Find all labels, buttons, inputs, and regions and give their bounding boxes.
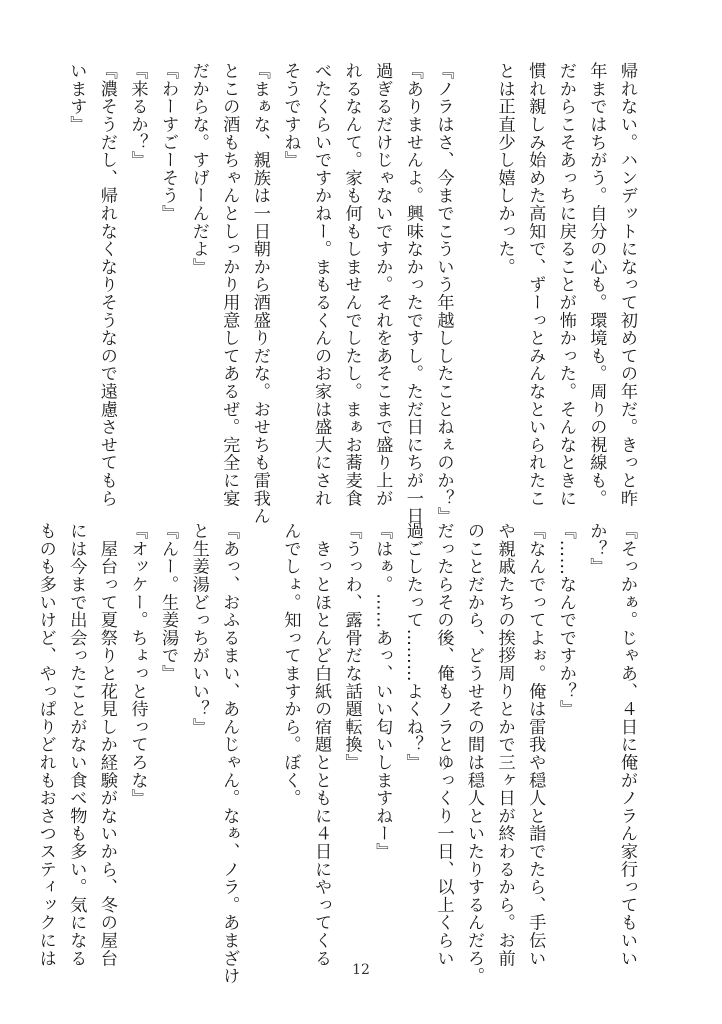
text-line: とこの酒もちゃんとしっかり用意してあるぜ。完全に宴 <box>219 62 240 507</box>
page-number: 12 <box>352 962 370 978</box>
text-line: か？』 <box>586 522 607 576</box>
text-line: きっとほとんど白紙の宿題とともに４日にやってくる <box>311 522 332 967</box>
text-line: 『まぁな、親族は一日朝から酒盛りだな。おせちも雷我ん <box>249 62 270 525</box>
text-line: 慣れ親しみ始めた高知で、ずーっとみんなといられたこ <box>525 62 546 507</box>
text-line: 『濃そうだし、帰れなくなりそうなので遠慮させてもら <box>96 62 117 507</box>
text-line: 『オッケー。ちょっと待ってろな』 <box>127 522 148 807</box>
text-line: んでしょ。知ってますから。ぼく。 <box>280 522 301 807</box>
text-line: 『んー。生姜湯で』 <box>158 522 179 683</box>
text-line: 『ありませんよ。興味なかったですし。ただ日にちが一日 <box>402 62 423 525</box>
text-line: 年まではちがう。自分の心も。環境も。周りの視線も。 <box>586 62 607 507</box>
text-line: 過ぎるだけじゃないですか。それをあそこまで盛り上が <box>372 62 393 507</box>
top-text-block <box>66 62 642 525</box>
text-line: べたくらいですかねー。まもるくんのお家は盛大にされ <box>311 62 332 507</box>
text-line-blank <box>244 522 275 954</box>
text-line: 屋台って夏祭りと花見しか経験がないから、冬の屋台 <box>96 522 117 967</box>
text-line: 『うっわ、露骨だな話題転換』 <box>341 522 362 772</box>
text-line: 『あっ、おふるまい、あんじゃん。なぁ、ノラ。あまざけ <box>219 522 240 985</box>
text-line: には今まで出会ったことがない食べ物も多い。気になる <box>66 522 87 967</box>
text-line: 『はぁ。……あっ、いい匂いしますねー』 <box>372 522 393 861</box>
text-line: 『そっかぁ。じゃあ、４日に俺がノラん家行ってもいい <box>617 522 637 967</box>
text-line: 『なんでってよぉ。俺は雷我や穏人と詣でたら、手伝い <box>525 522 546 967</box>
text-line: 帰れない。ハンデットになって初めての年だ。きっと昨 <box>617 62 637 507</box>
text-line: と生姜湯どっちがいい？』 <box>188 522 209 736</box>
text-line: とは正直少し嬉しかった。 <box>494 62 515 276</box>
text-line: 『わーすごーそう』 <box>158 62 179 223</box>
text-line: 『……なんでですか？』 <box>555 522 576 718</box>
text-line: 『来るか？』 <box>127 62 148 169</box>
text-line: や親戚たちの挨拶周りとかで三ヶ日が終わるから。お前 <box>494 522 515 967</box>
text-line: れるなんて。家も何もしませんでしたし。まぁお蕎麦食 <box>341 62 362 507</box>
text-line: のことだから、どうせその間は穏人といたりするんだろ。 <box>464 522 485 985</box>
text-line: 『ノラはさ、今までこういう年越ししたことねぇのか？』 <box>433 62 454 525</box>
text-line: だからな。すげーんだよ』 <box>188 62 209 276</box>
text-line-blank <box>458 62 489 490</box>
text-line: ものも多いけど、やっぱりどれもおさつスティックには <box>35 522 56 967</box>
text-line: だったらその後、俺もノラとゆっくり一日、以上くらい <box>433 522 454 967</box>
text-line: そうですね』 <box>280 62 301 169</box>
text-line: 過ごしたって………よくね？』 <box>402 522 423 772</box>
text-line: だからこそあっちに戻ることが怖かった。そんなときに <box>555 62 576 507</box>
text-line: います』 <box>66 62 87 134</box>
